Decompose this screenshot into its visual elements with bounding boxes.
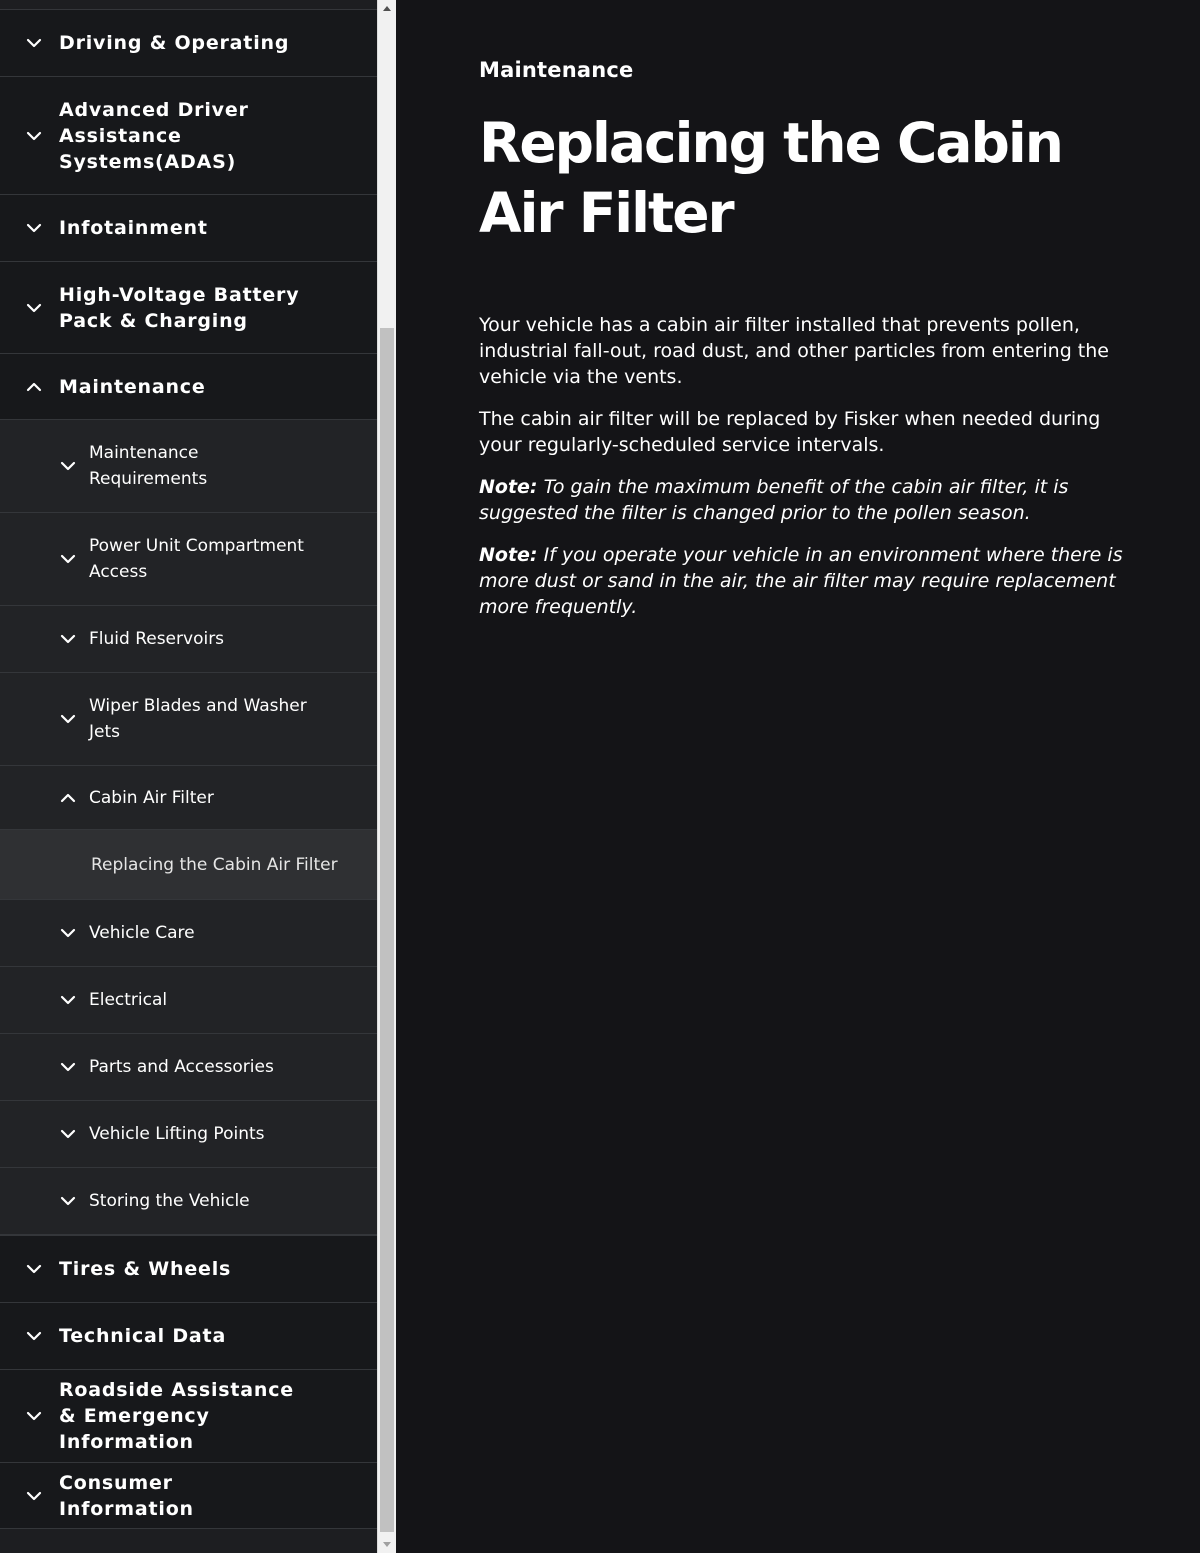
sidebar-item[interactable] (0, 10, 377, 77)
sidebar-item[interactable] (0, 420, 377, 513)
sidebar-item[interactable] (0, 967, 377, 1034)
sidebar-item-label: Consumer Information (59, 1471, 194, 1520)
chevron-down-icon[interactable] (59, 710, 77, 728)
chevron-down-icon[interactable] (25, 219, 43, 237)
note (479, 474, 1139, 526)
sidebar-item-label: Maintenance Requirements (89, 443, 208, 489)
note-text: To gain the maximum benefit of the cabin air filter, it is suggested the filter is changed prior to the pollen season. (479, 476, 1069, 524)
sidebar-item-label: Cabin Air Filter (89, 787, 214, 808)
sidebar-item-label: Wiper Blades and Washer Jets (89, 696, 307, 742)
chevron-down-icon[interactable] (25, 1487, 43, 1505)
chevron-down-icon[interactable] (59, 991, 77, 1009)
paragraph: The cabin air filter will be replaced by Fisker when needed during your regularly-scheduled service intervals. (479, 408, 1101, 456)
sidebar-item-label: Vehicle Care (89, 923, 195, 943)
sidebar-item-label: Storing the Vehicle (89, 1191, 250, 1211)
sidebar-item-label: Roadside Assistance & Emergency Information (59, 1379, 294, 1453)
sidebar-item-label: Infotainment (59, 217, 208, 239)
chevron-down-icon[interactable] (59, 1058, 77, 1076)
sidebar-item[interactable] (0, 1101, 377, 1168)
chevron-down-icon[interactable] (59, 924, 77, 942)
sidebar-item[interactable] (0, 673, 377, 766)
page-title: Replacing the Cabin Air Filter (479, 111, 1062, 245)
article-content (479, 0, 1139, 636)
sidebar-item[interactable] (0, 1168, 377, 1236)
chevron-up-icon[interactable] (59, 789, 77, 807)
sidebar-item-label: Replacing the Cabin Air Filter (91, 854, 338, 875)
chevron-down-icon[interactable] (25, 1327, 43, 1345)
chevron-up-icon[interactable] (25, 378, 43, 396)
sidebar-item[interactable] (0, 830, 377, 900)
sidebar-item-label: Tires & Wheels (59, 1258, 232, 1280)
note-text: If you operate your vehicle in an environment where there is more dust or sand in the air, the air filter may require replacement more frequently. (479, 544, 1123, 618)
chevron-down-icon[interactable] (59, 1125, 77, 1143)
sidebar-scrollbar[interactable] (377, 0, 396, 1553)
article-body (479, 312, 1139, 620)
sidebar-item-label: Fluid Reservoirs (89, 629, 225, 649)
sidebar-item-label: Advanced Driver Assistance Systems(ADAS) (59, 98, 249, 173)
sidebar-item-label: Maintenance (59, 375, 206, 398)
sidebar-item[interactable] (0, 1236, 377, 1303)
sidebar-item[interactable] (0, 262, 377, 354)
sidebar-item[interactable] (0, 1370, 377, 1463)
sidebar-item-label: Driving & Operating (59, 32, 290, 54)
chevron-down-icon[interactable] (25, 1260, 43, 1278)
sidebar-item[interactable] (0, 354, 377, 420)
scrollbar-thumb[interactable] (380, 328, 394, 1532)
scroll-down-arrow-icon[interactable] (378, 1536, 396, 1553)
sidebar-item-label: Parts and Accessories (89, 1057, 274, 1077)
breadcrumb[interactable]: Maintenance (479, 58, 634, 82)
sidebar-item[interactable] (0, 606, 377, 673)
chevron-down-icon[interactable] (59, 630, 77, 648)
chevron-down-icon[interactable] (59, 550, 77, 568)
note (479, 542, 1139, 620)
sidebar-item-label: Electrical (89, 990, 168, 1010)
sidebar-item[interactable] (0, 513, 377, 606)
sidebar-item[interactable] (0, 1034, 377, 1101)
sidebar-nav (0, 0, 377, 1553)
chevron-down-icon[interactable] (25, 299, 43, 317)
chevron-down-icon[interactable] (25, 34, 43, 52)
sidebar-item[interactable] (0, 766, 377, 830)
sidebar-item[interactable] (0, 195, 377, 262)
sidebar-item[interactable] (0, 1463, 377, 1529)
chevron-down-icon[interactable] (25, 127, 43, 145)
note-prefix: Note: (479, 544, 538, 566)
nav-list (0, 10, 377, 1529)
paragraph: Your vehicle has a cabin air filter installed that prevents pollen, industrial fall-out, road dust, and other particles from entering the vehicle via the vents. (479, 314, 1109, 388)
chevron-down-icon[interactable] (59, 1192, 77, 1210)
chevron-down-icon[interactable] (59, 457, 77, 475)
scroll-up-arrow-icon[interactable] (378, 0, 396, 17)
sidebar-item[interactable] (0, 77, 377, 195)
sidebar-item-label: Technical Data (59, 1325, 227, 1347)
note-prefix: Note: (479, 476, 538, 498)
sidebar-item[interactable] (0, 900, 377, 967)
sidebar-item[interactable] (0, 1303, 377, 1370)
sidebar-item-label: Vehicle Lifting Points (89, 1124, 265, 1144)
sidebar-top-divider (0, 0, 377, 10)
sidebar-item-label: High-Voltage Battery Pack & Charging (59, 283, 300, 332)
sidebar-item-label: Power Unit Compartment Access (89, 536, 304, 582)
chevron-down-icon[interactable] (25, 1407, 43, 1425)
